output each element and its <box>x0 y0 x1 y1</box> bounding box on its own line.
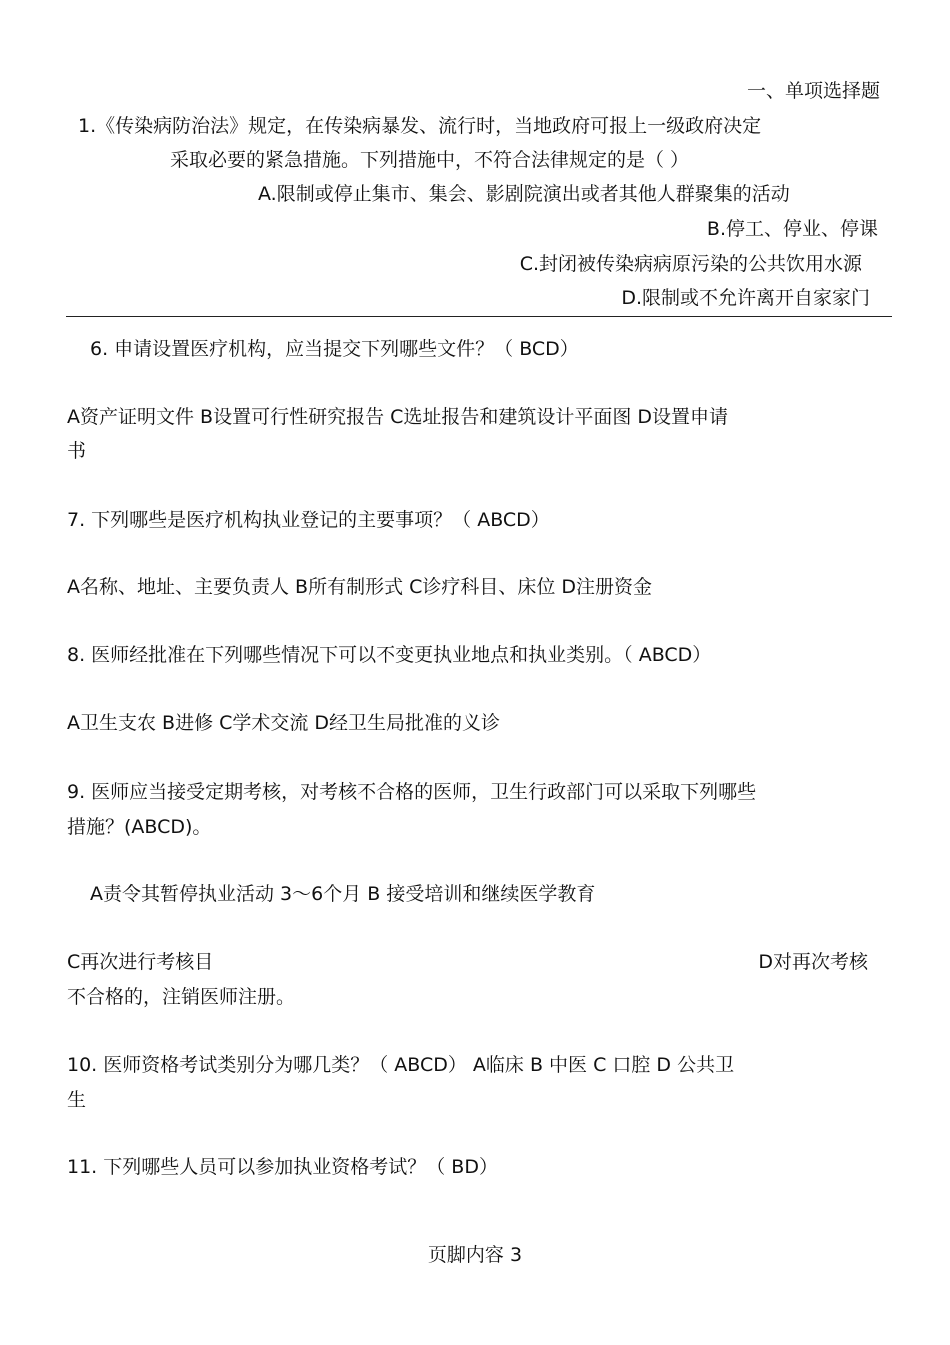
q1-option-c: C.封闭被传染病病原污染的公共饮用水源 <box>519 253 862 275</box>
q7-stem: 7. 下列哪些是医疗机构执业登记的主要事项？（ ABCD） <box>67 509 550 531</box>
q6-options-line1: A资产证明文件 B设置可行性研究报告 C选址报告和建筑设计平面图 D设置申请 <box>67 406 729 428</box>
section-title: 一、单项选择题 <box>746 80 880 102</box>
page-footer: 页脚内容 3 <box>427 1244 523 1266</box>
q1-option-d: D.限制或不允许离开自家家门 <box>621 287 870 309</box>
q9-options-line1: A责令其暂停执业活动 3～6个月 B 接受培训和继续医学教育 <box>90 883 596 905</box>
q8-options: A卫生支农 B进修 C学术交流 D经卫生局批准的义诊 <box>67 712 501 734</box>
q9-option-d: D对再次考核 <box>758 951 868 973</box>
q8-stem: 8. 医师经批准在下列哪些情况下可以不变更执业地点和执业类别。（ ABCD） <box>67 644 712 666</box>
q11-stem: 11. 下列哪些人员可以参加执业资格考试？（ BD） <box>67 1156 498 1178</box>
q6-options-line2: 书 <box>67 440 87 462</box>
q10-line2: 生 <box>67 1089 87 1111</box>
q6-stem: 6. 申请设置医疗机构，应当提交下列哪些文件？（ BCD） <box>90 338 579 360</box>
q7-options: A名称、地址、主要负责人 B所有制形式 C诊疗科目、床位 D注册资金 <box>67 576 653 598</box>
q9-options-line3: 不合格的，注销医师注册。 <box>67 986 296 1008</box>
q1-stem-line2: 采取必要的紧急措施。下列措施中，不符合法律规定的是（ ） <box>170 149 690 171</box>
q9-stem-line2: 措施？(ABCD)。 <box>67 816 212 838</box>
q1-stem-line1: 1.《传染病防治法》规定，在传染病暴发、流行时，当地政府可报上一级政府决定 <box>78 115 762 137</box>
q9-stem-line1: 9. 医师应当接受定期考核，对考核不合格的医师，卫生行政部门可以采取下列哪些 <box>67 781 757 803</box>
q1-option-a: A.限制或停止集市、集会、影剧院演出或者其他人群聚集的活动 <box>258 183 790 205</box>
q1-option-b: B.停工、停业、停课 <box>706 218 878 240</box>
q9-option-c: C再次进行考核目 <box>67 951 214 973</box>
q10-line1: 10. 医师资格考试类别分为哪几类？（ ABCD） A临床 B 中医 C 口腔 D 公共卫 <box>67 1054 735 1076</box>
header-divider <box>66 316 892 317</box>
